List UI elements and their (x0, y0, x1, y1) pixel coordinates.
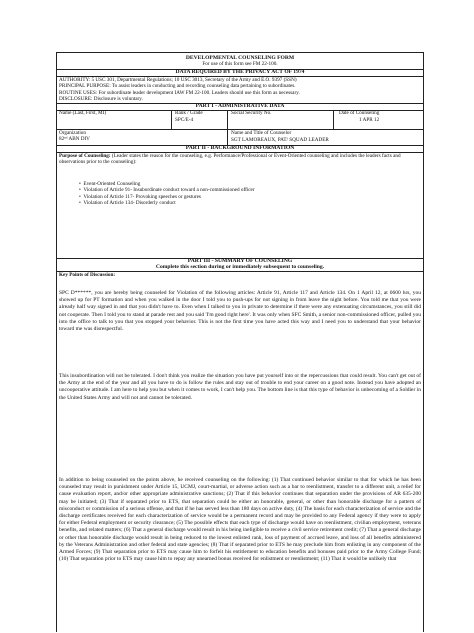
name-label: Name (Last, First, MI) (59, 110, 107, 116)
counselor-label: Name and Title of Counselor (231, 130, 292, 136)
purpose-bullets (79, 181, 423, 207)
organization-label: Organization (59, 130, 86, 136)
form-title: DEVELOPMENTAL COUNSELING FORM (185, 55, 295, 61)
purpose-label: Purpose of Counseling: (59, 153, 111, 159)
purpose-text: (Leader states the reason for the counseling, e.g. Performance/Professional or Event-Oriented counseling and includes the leaders facts and observations prior to the counseling): (59, 153, 401, 166)
ssn-label: Social Security No. (231, 110, 272, 116)
rank-label: Rank / Grade (175, 110, 203, 116)
list-item: • Violation of Article 134- Disorderly conduct (79, 200, 176, 207)
list-item: • Violation of Article 117- Provoking speeches or gestures (79, 193, 201, 200)
organization-value: 82ⁿᵈ ABN DIV (59, 136, 90, 142)
disclosure-text: DISCLOSURE: Disclosure is voluntary. (59, 95, 143, 102)
list-item: • Event-Oriented Counseling (79, 181, 141, 187)
privacy-section (57, 77, 423, 102)
date-label: Date of Counseling (339, 110, 380, 116)
routine-uses-text: ROUTINE USES: For subordinate leader development IAW FM 22-100. Leaders should use this form as necessary. (59, 89, 300, 96)
authority-text: AUTHORITY: 5 USC 301, Departmental Regulations; 10 USC 3013, Secretary of the Army and E.O. 9397 (SSN) (59, 77, 297, 83)
part3-subheader: Complete this section during or immediately subsequent to counseling. (155, 264, 325, 270)
discussion-paragraph-3: In addition to being counseled on the points above, he received counseling on the following: (1) That continued behavior similar to that for which he has been counseled may result in punishment under Article 15, UCMJ, court-martial, or adverse action such as a bar to reenlistment, transfer to a different unit, a relief for cause evaluation report, and/or other appropriate administrative sanctions; (2) That if this behavior continues that separation under the provisions of AR 635-200 may be initiated; (3) That if separated prior to ETS, that separation could be either an honorable, general, or other than honorable discharge for a pattern of misconduct or commission of a serious offense, and that if he has served less than 180 days on active duty, (4) The basis for each characterization of service and the discharge certificates received for each characterization of service would be a permanent record and may be provided to any Federal agency if they were to apply for either Federal employment or security clearance; (5) The possible effects that each type of discharge would have on reenlistment, civilian employment, veterans benefits, and related matters; (6) That a general discharge would result in his being ineligible to receive a civil service retirement credit; (7) That a general discharge or other than honorable discharge would result in being reduced to the lowest enlisted rank, loss of payment of accrued leave, and loss of all benefits administered by the Veterans Administration and other federal and state agencies; (8) That if separated prior to ETS he may preclude him from enlisting in any component of the Armed Forces; (9) That separation prior to ETS may cause him to forfeit his entitlement to education benefits and bonuses paid prior to the Army College Fund; (10) That separation prior to ETS may cause him to repay any unearned bonus received for enlistment or reenlistment; (11) That it would be unlikely that (59, 477, 421, 563)
discussion-paragraph-2: This insubordination will not be tolerated. I don't think you realize the situation you have put yourself into or the repercussions that could result. You can't get out of the Army at the end of the year and all you have to do is follow the rules and stay out of trouble to end your career on a good note. Instead you have adopted an uncooperative attitude. I am here to help you but when it comes to work, I can't help you. The bottom line is that this type of behavior is unbecoming of a Soldier in the United States Army and will not and cannot be tolerated. (59, 373, 421, 401)
key-points-label: Key Points of Discussion: (59, 272, 116, 278)
part1-header: PART I - ADMINISTRATIVE DATA (195, 103, 285, 109)
part2-header: PART II - BACKGROUND INFORMATION (185, 145, 295, 151)
part3-header: PART III - SUMMARY OF COUNSELING (187, 258, 293, 264)
purpose-of-counseling (57, 153, 423, 166)
privacy-header: DATA REQUIRED BY THE PRIVACY ACT OF 1974 (175, 69, 305, 75)
counseling-form (56, 52, 424, 632)
counselor-value: SGT LAMOREAUX, PAT/ SQUAD LEADER (231, 137, 329, 143)
form-subtitle: For use of this form see FM 22-100. (202, 61, 278, 67)
date-value: 1 APR 12 (359, 117, 380, 123)
discussion-paragraph-1: SPC D******, you are hereby being counseled for Violation of the following articles: Article 91, Article 117 and Article 134. On 1 April 12, at 0600 hrs, you showed up for PT formation and when you walked in the door I told you to push-ups for not signing in from leave the night before. You told me that you were already half way signed in and that you didn't have to. Even when I talked to you in private to determine if there were any extenuating circumstances, you still did not cooperate. Then I told you to stand at parade rest and you said 'I'm good right here'. It was only when SFC Smith, a senior non-commissioned officer, pulled you into the office to talk to you that you stopped your behavior. This is not the first time you have acted this way and I need you to understand that your behavior toward me was disrespectful. (59, 290, 421, 333)
rank-value: SPC/E-4 (175, 117, 194, 123)
list-item: • Violation of Article 91- Insubordinate conduct toward a non-commissioned officer (79, 187, 255, 194)
principal-purpose-text: PRINCIPAL PURPOSE: To assist leaders in conducting and recording counseling data pertaining to subordinates. (59, 83, 296, 90)
